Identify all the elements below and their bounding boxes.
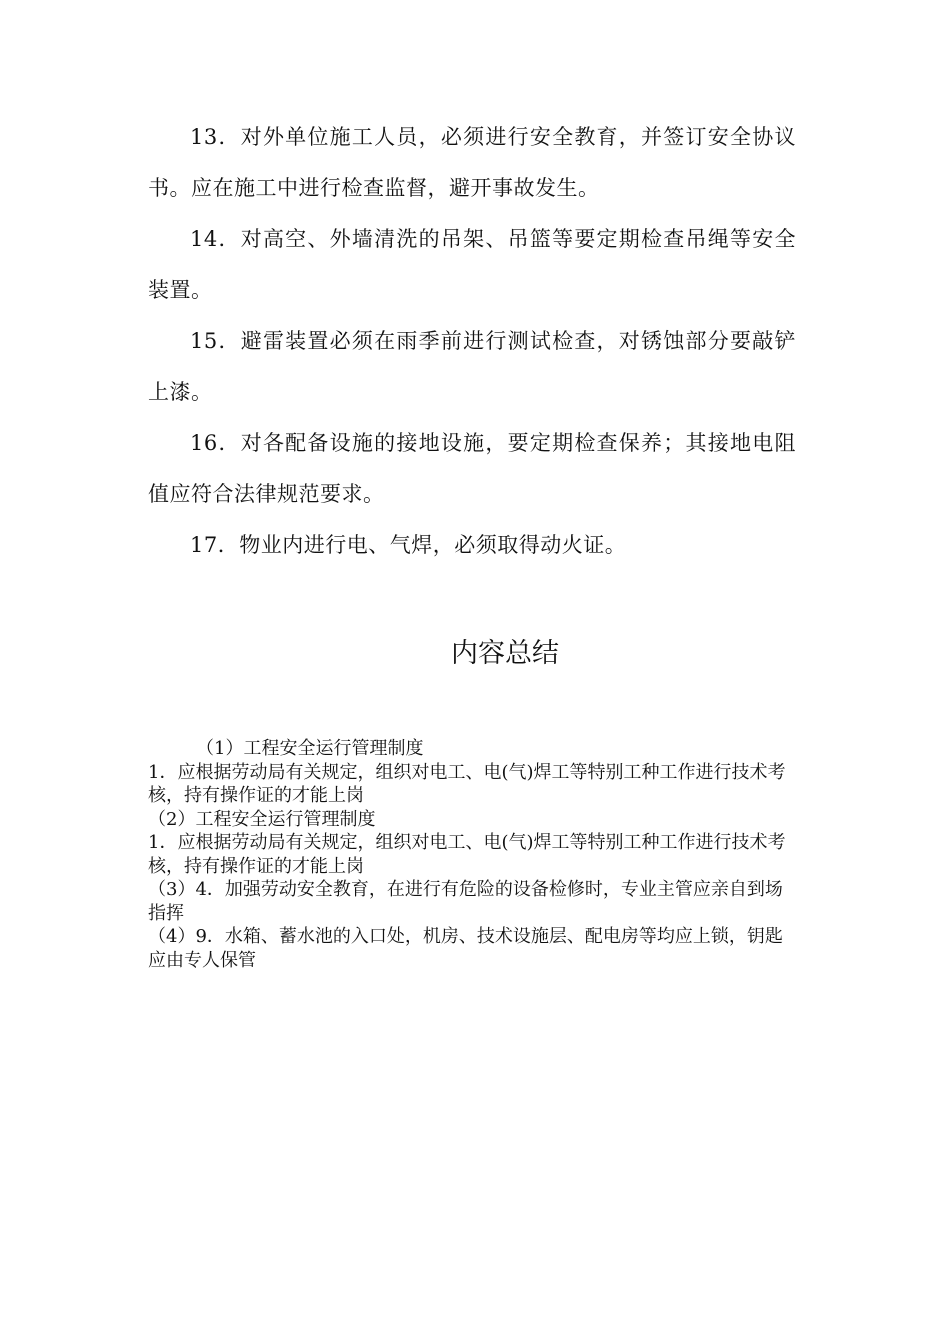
summary-item-3: （3）4．加强劳动安全教育，在进行有危险的设备检修时，专业主管应亲自到场指挥 xyxy=(148,879,783,924)
summary-item-2: 1．应根据劳动局有关规定，组织对电工、电(气)焊工等特别工种工作进行技术考核，持有操作证的才能上岗 xyxy=(148,832,786,877)
regulation-item-16: 16．对各配备设施的接地设施，要定期检查保养；其接地电阻值应符合法律规范要求。 xyxy=(148,431,796,506)
summary-title: 内容总结 xyxy=(451,638,559,669)
regulation-item-14: 14．对高空、外墙清洗的吊架、吊篮等要定期检查吊绳等安全装置。 xyxy=(148,227,796,302)
regulation-item-15: 15．避雷装置必须在雨季前进行测试检查，对锈蚀部分要敲铲上漆。 xyxy=(148,329,796,404)
regulation-list xyxy=(148,112,796,571)
summary-section xyxy=(148,737,798,972)
summary-heading-1: （1）工程安全运行管理制度 xyxy=(196,738,424,759)
summary-item-4: （4）9．水箱、蓄水池的入口处，机房、技术设施层、配电房等均应上锁，钥匙应由专人保管 xyxy=(148,926,783,971)
regulation-item-17: 17．物业内进行电、气焊，必须取得动火证。 xyxy=(190,533,627,557)
summary-heading-2: （2）工程安全运行管理制度 xyxy=(148,808,376,830)
regulation-item-13: 13．对外单位施工人员，必须进行安全教育，并签订安全协议书。应在施工中进行检查监督，避开事故发生。 xyxy=(148,125,796,200)
summary-item-1: 1．应根据劳动局有关规定，组织对电工、电(气)焊工等特别工种工作进行技术考核，持有操作证的才能上岗 xyxy=(148,761,786,806)
